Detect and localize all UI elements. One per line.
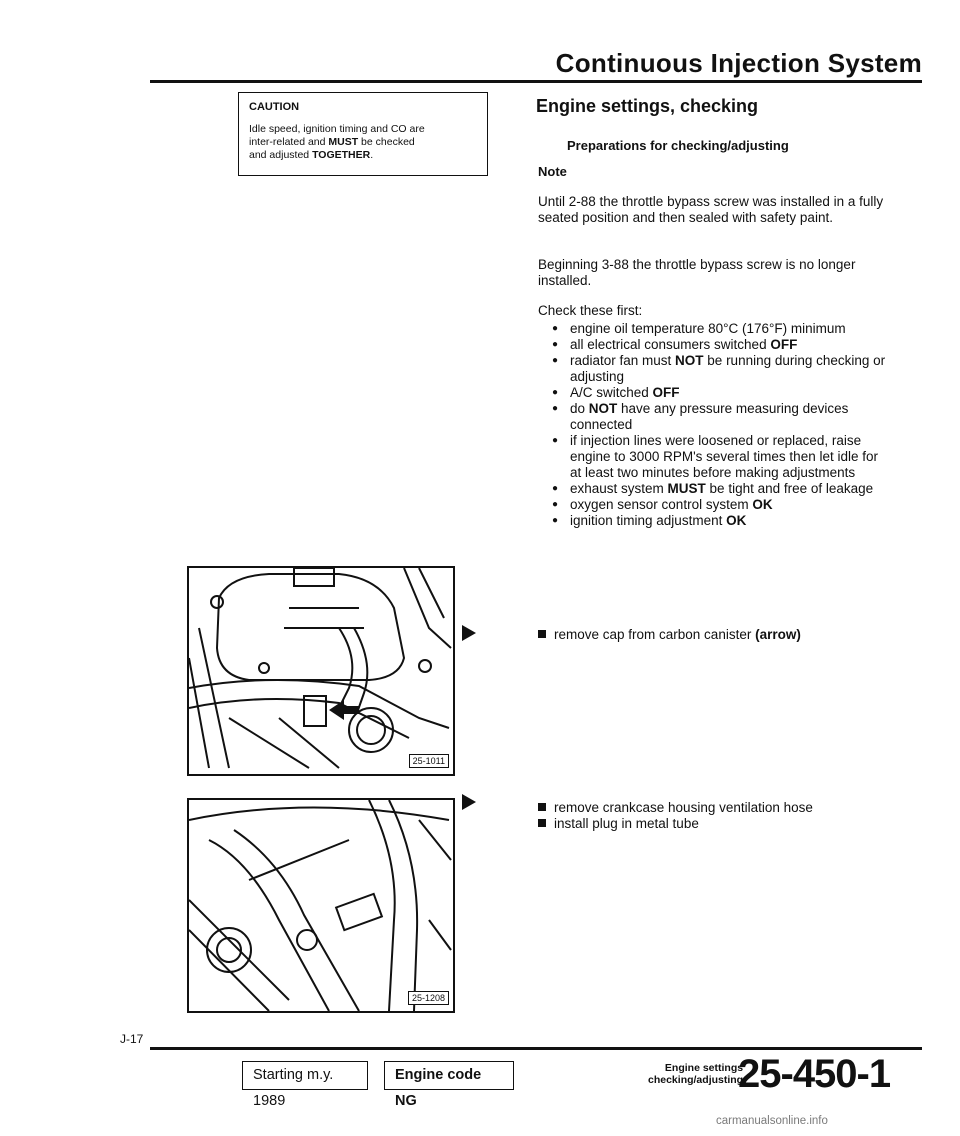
checklist-item: ● ignition timing adjustment OK (552, 513, 892, 529)
checklist-item: ● exhaust system MUST be tight and free of leakage (552, 481, 892, 497)
step-remove-hose: remove crankcase housing ventilation hose (538, 800, 813, 816)
preliminary-checklist (552, 321, 892, 529)
checklist-item: ● do NOT have any pressure measuring devices connected (552, 401, 892, 433)
figure-pointer-arrow-icon (462, 625, 476, 641)
caution-together: TOGETHER (312, 149, 371, 161)
figure-code-25-1208: 25-1208 (408, 991, 449, 1005)
caution-title: CAUTION (249, 101, 300, 113)
header-divider (150, 80, 922, 83)
footer-section-label (648, 1062, 743, 1086)
square-bullet-icon (538, 819, 546, 827)
footer-section-line-1: Engine settings (664, 1062, 744, 1074)
note-paragraph-1: Until 2-88 the throttle bypass screw was installed in a fully seated position and then sealed with safety paint. (538, 194, 884, 225)
caution-must: MUST (328, 136, 359, 148)
figure-code-25-1011: 25-1011 (409, 754, 449, 768)
caution-line-3-pre: and adjusted (249, 149, 313, 161)
checklist-item: ● radiator fan must NOT be running during checking or adjusting (552, 353, 892, 385)
section-title: Engine settings, checking (536, 96, 759, 116)
figure-pointer-arrow-icon (462, 794, 476, 810)
footer-divider (150, 1047, 922, 1050)
note-paragraph-2: Beginning 3-88 the throttle bypass screw is no longer installed. (538, 257, 856, 288)
note-label: Note (538, 164, 567, 179)
subsection-title: Preparations for checking/adjusting (567, 138, 789, 153)
carbon-canister-illustration (189, 568, 453, 774)
footer-section-line-2: checking/adjusting (648, 1074, 744, 1086)
checklist-item: ● A/C switched OFF (552, 385, 892, 401)
watermark: carmanualsonline.info (716, 1115, 828, 1127)
figure-carbon-canister (187, 566, 455, 776)
square-bullet-icon (538, 803, 546, 811)
caution-text (249, 123, 477, 162)
footer-engine-code-box: Engine code NG (384, 1061, 514, 1090)
step-remove-cap: remove cap from carbon canister (arrow) (538, 627, 801, 643)
page-header-title: Continuous Injection System (555, 48, 922, 78)
page-number: 25-450-1 (738, 1052, 891, 1096)
caution-line-3-post: . (370, 149, 374, 161)
checklist-intro: Check these first: (538, 303, 643, 318)
caution-line-1: Idle speed, ignition timing and CO are (249, 123, 425, 135)
checklist-item: ● if injection lines were loosened or replaced, raise engine to 3000 RPM's several times then let idle for at least two minutes before making adjustments (552, 433, 892, 481)
margin-code: J-17 (120, 1032, 144, 1046)
caution-line-3 (249, 149, 477, 162)
step-install-plug: install plug in metal tube (538, 816, 699, 832)
caution-line-2-post: be checked (358, 136, 415, 148)
square-bullet-icon (538, 630, 546, 638)
checklist-item: ● engine oil temperature 80°C (176°F) minimum (552, 321, 892, 337)
checklist-item: ● all electrical consumers switched OFF (552, 337, 892, 353)
caution-line-2 (249, 136, 477, 149)
figure-crankcase-hose (187, 798, 455, 1013)
crankcase-hose-illustration (189, 800, 453, 1011)
footer-model-year-box: Starting m.y. 1989 (242, 1061, 368, 1090)
caution-box (238, 92, 488, 176)
checklist-item: ● oxygen sensor control system OK (552, 497, 892, 513)
caution-line-2-pre: inter-related and (249, 136, 329, 148)
